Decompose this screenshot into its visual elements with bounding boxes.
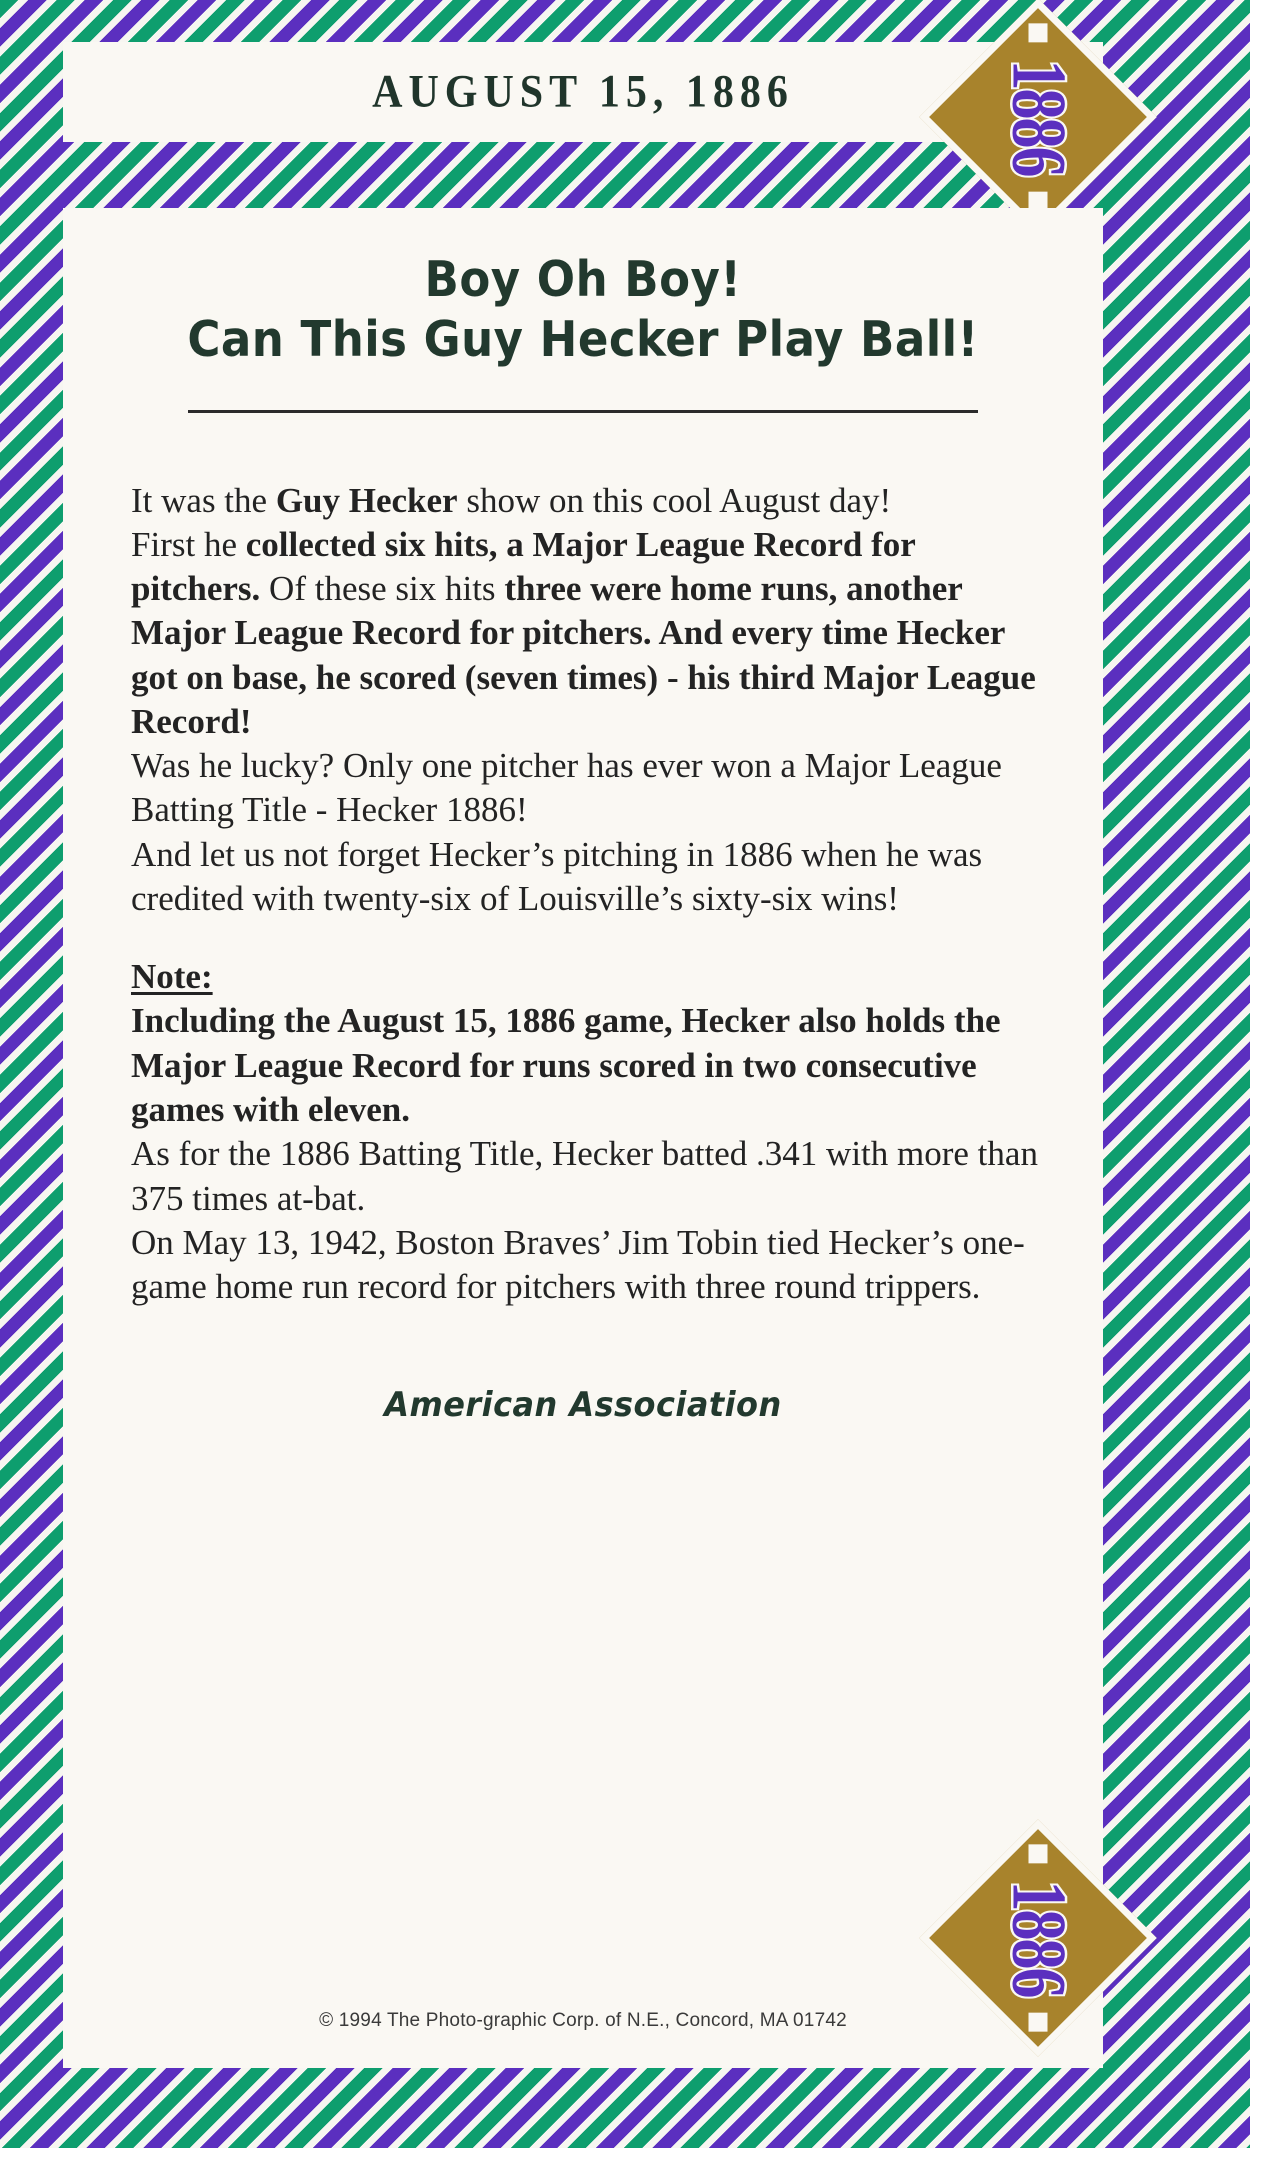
- paragraph-intro: [131, 479, 1041, 523]
- body-text: [63, 479, 1103, 1310]
- note-paragraph-2: As for the 1886 Batting Title, Hecker batted .341 with more than 375 times at-bat.: [131, 1134, 1038, 1218]
- league-name: American Association: [384, 1385, 782, 1426]
- diamond-pip-icon: [1029, 23, 1048, 42]
- records-bold-2: three were home runs, another Major League Record for pitchers. And every time Hecker got on base, he scored (seven times) - his third Major League Record!: [131, 569, 1036, 741]
- paragraph-spacer: [131, 921, 1041, 955]
- player-name: Guy Hecker: [275, 480, 458, 520]
- note-paragraph-3: On May 13, 1942, Boston Braves’ Jim Tobin tied Hecker’s one-game home run record for pitchers with three round trippers.: [131, 1222, 1025, 1307]
- page-bottom-edge: [0, 2148, 1274, 2160]
- paragraph-records: [131, 523, 1041, 744]
- records-bold-1: collected six hits, a Major League Record for pitchers.: [131, 524, 916, 609]
- paragraph-pitching: And let us not forget Hecker’s pitching in 1886 when he was credited with twenty-six of Louisville’s sixty-six wins!: [131, 834, 983, 918]
- diamond-logo-bottom: [954, 1854, 1122, 2022]
- baseball-diamond-icon: [919, 1819, 1157, 2057]
- headline: [105, 250, 1062, 370]
- baseball-diamond-icon: [919, 0, 1157, 236]
- intro-part-3: show on this cool August day!: [457, 480, 892, 520]
- diamond-pip-icon: [1029, 2013, 1048, 2032]
- copyright-notice: © 1994 The Photo-graphic Corp. of N.E., Concord, MA 01742: [319, 2010, 847, 2031]
- page-right-edge: [1250, 0, 1274, 2160]
- intro-part-1: It was the: [131, 480, 276, 520]
- headline-line-1: Boy Oh Boy!: [424, 251, 742, 308]
- diamond-logo-top: [954, 33, 1122, 201]
- diamond-year-text: 1886: [996, 59, 1082, 175]
- page-title: AUGUST 15, 1886: [372, 66, 794, 118]
- records-part-2: Of these six hits: [260, 569, 505, 609]
- note-label: Note:: [131, 957, 213, 997]
- note-paragraph-1: Including the August 15, 1886 game, Hecker also holds the Major League Record for runs scored in two consecutive games with eleven.: [131, 1001, 1001, 1129]
- paragraph-lucky: Was he lucky? Only one pitcher has ever won a Major League Batting Title - Hecker 1886!: [131, 746, 1002, 830]
- note-heading: [131, 955, 1041, 999]
- diamond-year-text: 1886: [996, 1880, 1082, 1996]
- divider: [188, 410, 978, 413]
- records-part-1: First he: [131, 524, 246, 564]
- headline-line-2: Can This Guy Hecker Play Ball!: [187, 310, 979, 368]
- main-panel: [63, 208, 1103, 2068]
- diamond-pip-icon: [1029, 1844, 1048, 1863]
